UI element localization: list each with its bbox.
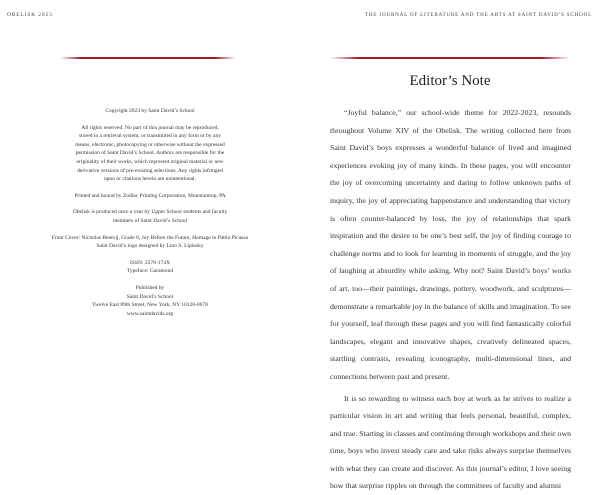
rights-statement: All rights reserved. No part of this journal may be reproduced, stored in a retrieval system, or transmitted in any form or by any means, electronic, photocopying or otherwise without the expressed permission of Saint David’s School. Authors are responsible for the originality of their works, which represent original material or new derivative versions of pre-existing selections. Any rights infringed upon or citations herein are unintentional. (30, 124, 270, 184)
decorative-rule-left (60, 57, 236, 59)
page-title: Editor’s Note (300, 73, 600, 90)
copyright-block (30, 107, 270, 326)
decorative-rule-right (330, 57, 570, 59)
editors-note-body (330, 104, 571, 495)
right-page (300, 0, 600, 463)
issn-typeface: ISSN: 2578-174X Typeface: Garamond (30, 259, 270, 276)
publisher-info: Published by Saint David’s School Twelve East 89th Street, New York, NY 10128-0678 www.saintdavids.org (30, 284, 270, 318)
left-page (0, 0, 300, 463)
printer-line: Printed and bound by Zodiac Printing Corporation, Mountaintop, PA (30, 192, 270, 201)
running-head-right: THE JOURNAL OF LITERATURE AND THE ARTS AT SAINT DAVID’S SCHOOL (365, 12, 592, 18)
paragraph: It is so rewarding to witness each boy at work as he strives to realize a particular vision in art and writing that feels personal, beautiful, complex, and true. Starting in classes and continuing through workshops and their own time, boys who invest steady care and take risks always surprise themselves with what they can create and discover. As this journal’s editor, I love seeing how that surprise ripples on through the committees of faculty and alumni (330, 390, 571, 495)
production-line: Obelisk is produced once a year by Upper School students and faculty members of Saint David’s School (30, 208, 270, 225)
paragraph: “Joyful balance,” our school-wide theme for 2022-2023, resounds throughout Volume XIV of the Obelisk. The writing collected here from Saint David’s boys expresses a wonderful balance of lived and imagined experiences evoking joy of many kinds. In these pages, you will encounter the joy of overcoming uncertainty and daring to follow unknown paths of inquiry, the joy of appreciating happenstance and understanding that victory is often counter-balanced by loss, the joy of relationships that spark inspiration and the desire to be one’s best self, the joy of finding courage to challenge norms and to look for learning in moments of struggle, and the joy of laughing at absurdity while asking, Why not? Saint David’s boys’ works of art, too—their paintings, drawings, pottery, woodwork, and sculptures—demonstrate a remarkable joy in the balance of skills and imagination. To see for yourself, leaf through these pages and you will find fantastically colorful landscapes, elegant and innovative shapes, creatively delineated spaces, startling contrasts, revealing iconography, multi-dimensional lines, and connections between past and present. (330, 104, 571, 386)
copyright-line: Copyright 2023 by Saint David’s School (30, 107, 270, 116)
cover-credit: Front Cover: Nicholas Bentvij, Grade 8, Joy Before the Future, Homage to Pablo Picasso Saint David’s logo designed by Lino S. Lipinsky (30, 234, 270, 251)
running-head-left: OBELISK 2023 (7, 12, 53, 18)
